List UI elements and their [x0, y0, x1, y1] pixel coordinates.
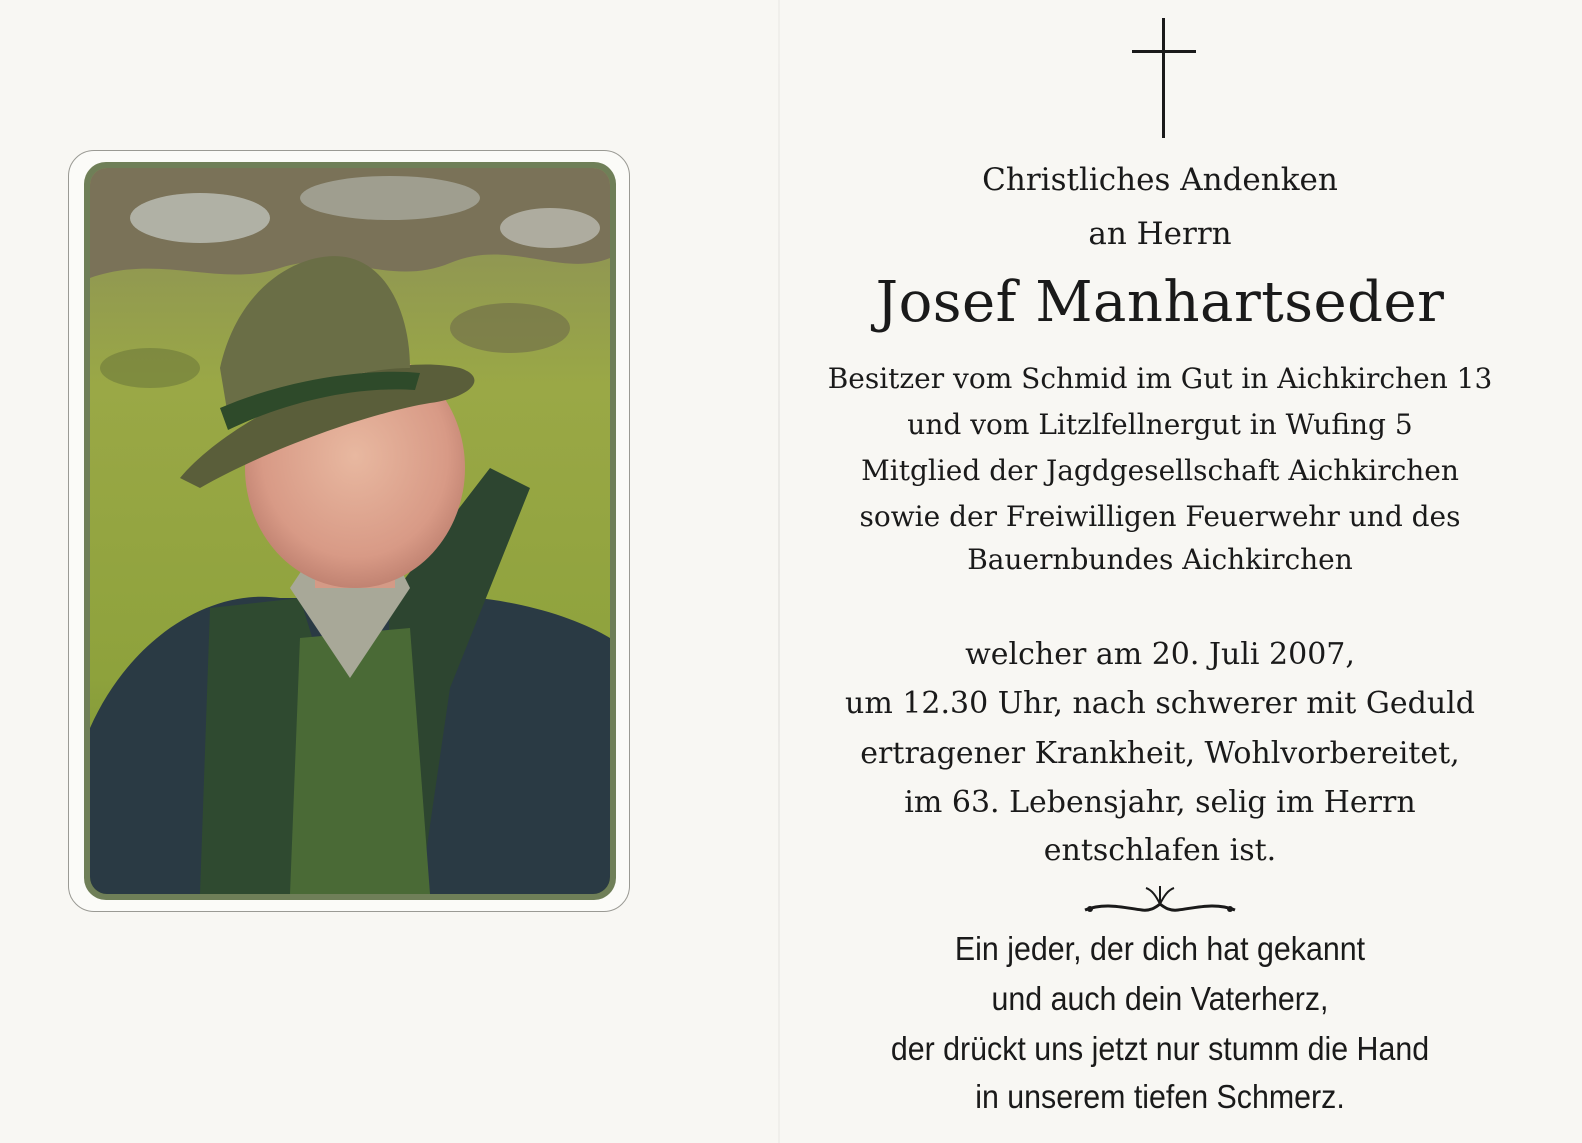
death-line-2: um 12.30 Uhr, nach schwerer mit Geduld — [845, 686, 1475, 721]
portrait-illustration — [90, 168, 610, 894]
intro-line-2: an Herrn — [1088, 216, 1232, 252]
photo-frame — [84, 162, 616, 900]
death-line-5: entschlafen ist. — [1043, 833, 1277, 868]
deceased-name: Josef Manhartseder — [875, 270, 1445, 335]
poem-line-1: Ein jeder, der dich hat gekannt — [954, 930, 1366, 967]
bio-line-4: sowie der Freiwilligen Feuerwehr und des — [859, 500, 1461, 533]
latin-cross-icon — [1132, 18, 1196, 140]
bio-line-5: Bauernbundes Aichkirchen — [967, 543, 1353, 576]
memorial-text — [780, 0, 1540, 1143]
bio-line-3: Mitglied der Jagdgesellschaft Aichkirchen — [861, 454, 1459, 487]
death-line-4: im 63. Lebensjahr, selig im Herrn — [904, 785, 1416, 820]
portrait-photo — [90, 168, 610, 894]
flourish-ornament-icon — [1080, 880, 1240, 920]
death-line-3: ertragener Krankheit, Wohlvorbereitet, — [860, 736, 1460, 771]
bio-line-2: und vom Litzlfellnergut in Wufing 5 — [907, 408, 1413, 441]
bio-line-1: Besitzer vom Schmid im Gut in Aichkirchen 13 — [827, 362, 1493, 395]
poem-line-2: und auch dein Vaterherz, — [991, 980, 1329, 1017]
death-line-1: welcher am 20. Juli 2007, — [965, 637, 1355, 672]
poem-line-3: der drückt uns jetzt nur stumm die Hand — [890, 1030, 1430, 1067]
poem-line-4: in unserem tiefen Schmerz. — [975, 1078, 1345, 1115]
intro-line-1: Christliches Andenken — [982, 162, 1338, 198]
